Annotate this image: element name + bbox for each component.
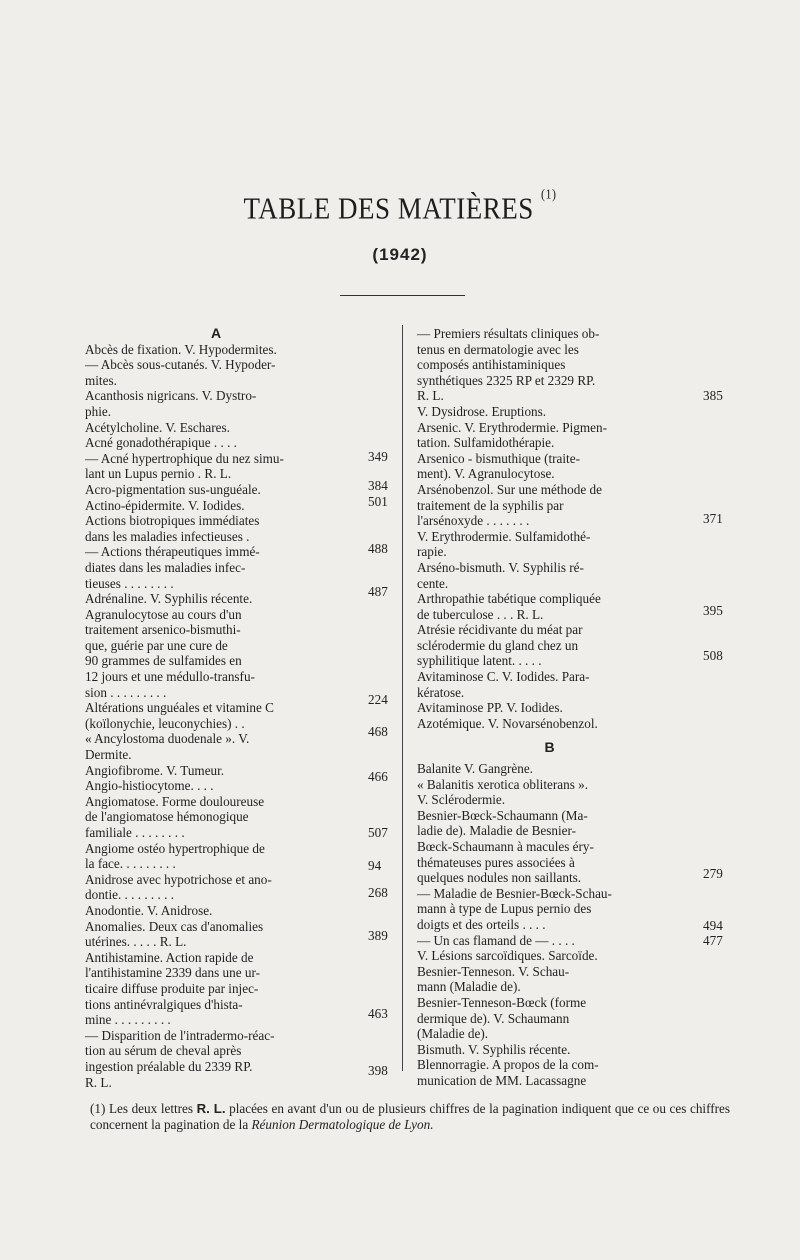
index-entry-line: Azotémique. V. Novarsénobenzol.: [417, 715, 598, 731]
index-entry-line: ingestion préalable du 2339 RP.: [85, 1058, 253, 1074]
left-column: [85, 326, 347, 1090]
page-number: 507: [368, 825, 388, 840]
index-entry-line: Angio-histiocytome. . . .: [85, 778, 214, 794]
page-number: 279: [703, 866, 723, 881]
index-entry-line: R. L.: [417, 388, 444, 404]
page-number: 466: [368, 769, 388, 784]
index-entry-line: Adrénaline. V. Syphilis récente.: [85, 591, 253, 607]
page-number: 508: [703, 648, 723, 663]
index-entry-line: munication de MM. Lacassagne: [417, 1072, 587, 1088]
index-entry-line: Antihistamine. Action rapide de: [85, 949, 254, 965]
index-entry-line: Angiofibrome. V. Tumeur.: [85, 762, 225, 778]
index-entry-line: Avitaminose C. V. Iodides. Para-: [417, 669, 590, 685]
page-number: 389: [368, 928, 388, 943]
index-entry-line: Besnier-Tenneson. V. Schau-: [417, 963, 570, 979]
index-entry-line: que, guérie par une cure de: [85, 637, 228, 653]
index-entry-line: rapie.: [417, 544, 447, 560]
index-entry-line: mites.: [85, 372, 117, 388]
index-entry-line: dontie. . . . . . . . .: [85, 887, 175, 903]
index-entry-line: V. Sclérodermie.: [417, 792, 506, 808]
index-entry-line: Atrésie récidivante du méat par: [417, 622, 583, 638]
right-entries: [417, 326, 682, 731]
index-entry-line: « Ancylostoma duodenale ». V.: [85, 731, 250, 747]
index-entry-line: doigts et des orteils . . . .: [417, 916, 546, 932]
index-entry-line: mann à type de Lupus pernio des: [417, 901, 592, 917]
index-entry-line: Balanite V. Gangrène.: [417, 761, 533, 777]
index-entry-line: ticaire diffuse produite par injec-: [85, 980, 259, 996]
index-entry-line: Besnier-Tenneson-Bœck (forme: [417, 994, 587, 1010]
index-entry-line: tions antinévralgiques d'hista-: [85, 996, 243, 1012]
page-number: 349: [368, 449, 388, 464]
index-entry-line: — Premiers résultats cliniques ob-: [417, 326, 600, 341]
index-entry-line: — Abcès sous-cutanés. V. Hypoder-: [85, 357, 276, 373]
index-entry-line: traitement de la syphilis par: [417, 497, 564, 513]
index-entry-line: « Balanitis xerotica obliterans ».: [417, 776, 589, 792]
index-entry-line: dermique de). V. Schaumann: [417, 1010, 570, 1026]
index-entry-line: tenus en dermatologie avec les: [417, 341, 579, 357]
right-column: [417, 326, 682, 1089]
footnote: [90, 1101, 730, 1132]
index-entry-line: — Un cas flamand de — . . . .: [417, 932, 575, 948]
index-entry-line: Actino-épidermite. V. Iodides.: [85, 497, 245, 513]
page-number: 224: [368, 692, 388, 707]
index-entry-line: synthétiques 2325 RP et 2329 RP.: [417, 372, 596, 388]
index-entry-line: la face. . . . . . . . .: [85, 856, 176, 872]
index-entry-line: Blennorragie. A propos de la com-: [417, 1057, 599, 1073]
index-entry-line: tieuses . . . . . . . .: [85, 575, 174, 591]
index-entry-line: Bismuth. V. Syphilis récente.: [417, 1041, 571, 1057]
index-entry-line: (koïlonychie, leuconychies) . .: [85, 715, 245, 731]
index-entry-line: Anomalies. Deux cas d'anomalies: [85, 918, 264, 934]
index-entry-line: Arthropathie tabétique compliquée: [417, 591, 601, 607]
index-entry-line: diates dans les maladies infec-: [85, 559, 246, 575]
footnote-bold: R. L.: [196, 1101, 226, 1116]
index-entry-line: — Actions thérapeutiques immé-: [85, 544, 260, 560]
index-entry-line: Besnier-Bœck-Schaumann (Ma-: [417, 807, 588, 823]
page-title: [0, 186, 800, 227]
index-entry-line: ment). V. Agranulocytose.: [417, 466, 555, 482]
right-entries-b: [417, 761, 682, 1088]
index-entry-line: Avitaminose PP. V. Iodides.: [417, 700, 563, 716]
page-number: 94: [368, 858, 382, 873]
index-entry-line: familiale . . . . . . . .: [85, 825, 185, 840]
index-entry-line: Anidrose avec hypotrichose et ano-: [85, 871, 272, 887]
section-letter-b: B: [544, 739, 555, 756]
index-entry-line: Bœck-Schaumann à macules éry-: [417, 839, 594, 854]
index-entry-line: Acanthosis nigricans. V. Dystro-: [85, 388, 257, 404]
index-entry-line: Agranulocytose au cours d'un: [85, 606, 242, 622]
index-entry-line: Arséno-bismuth. V. Syphilis ré-: [417, 559, 584, 575]
footnote-text: (1) Les deux lettres: [90, 1101, 194, 1116]
index-entry-line: kératose.: [417, 684, 465, 700]
index-entry-line: l'arsénoxyde . . . . . . .: [417, 513, 530, 529]
page-number: 384: [368, 478, 388, 493]
index-entry-line: de tuberculose . . . R. L.: [417, 606, 544, 622]
index-entry-line: Actions biotropiques immédiates: [85, 513, 260, 529]
index-entry-line: 12 jours et une médullo-transfu-: [85, 669, 255, 685]
footnote-italic: Réunion Dermatologique de Lyon.: [251, 1116, 434, 1132]
index-entry-line: mine . . . . . . . . .: [85, 1012, 171, 1028]
index-entry-line: quelques nodules non saillants.: [417, 870, 582, 886]
index-entry-line: sion . . . . . . . . .: [85, 684, 167, 700]
index-entry-line: 90 grammes de sulfamides en: [85, 653, 242, 669]
index-entry-line: syphilitique latent. . . . .: [417, 653, 542, 669]
title-footnote-mark: (1): [541, 186, 557, 203]
page-number: 488: [368, 541, 388, 556]
index-entry-line: V. Lésions sarcoïdiques. Sarcoïde.: [417, 948, 598, 964]
page-number: 371: [703, 511, 723, 526]
index-entry-line: Dermite.: [85, 747, 132, 763]
index-entry-line: thémateuses pures associées à: [417, 854, 575, 870]
page-number: 468: [368, 724, 388, 739]
page-number: 398: [368, 1063, 388, 1078]
index-entry-line: Arsenico - bismuthique (traite-: [417, 450, 580, 466]
index-entry-line: tion au sérum de cheval après: [85, 1043, 242, 1059]
index-entry-line: mann (Maladie de).: [417, 979, 521, 995]
index-entry-line: de l'angiomatose hémonogique: [85, 809, 249, 825]
index-entry-line: Anodontie. V. Anidrose.: [85, 902, 213, 918]
page-number: 494: [703, 918, 723, 933]
column-divider: [402, 325, 403, 1071]
index-entry-line: Altérations unguéales et vitamine C: [85, 700, 274, 716]
index-entry-line: V. Dysidrose. Eruptions.: [417, 403, 547, 419]
index-entry-line: Arsénobenzol. Sur une méthode de: [417, 481, 602, 497]
index-entry-line: composés antihistaminiques: [417, 357, 566, 373]
index-entry-line: — Disparition de l'intradermo-réac-: [85, 1027, 275, 1043]
page-number: 268: [368, 885, 388, 900]
index-entry-line: Acné gonadothérapique . . . .: [85, 435, 237, 451]
index-entry-line: lant un Lupus pernio . R. L.: [85, 466, 232, 482]
index-entry-line: Angiome ostéo hypertrophique de: [85, 840, 265, 856]
page-number: 395: [703, 603, 723, 618]
index-entry-line: sclérodermie du gland chez un: [417, 637, 579, 653]
footnote-text-2: placées en avant d'un ou de plusieurs chiffres de la pagination indiquent que ce ou ces chiffres concernent la pagination de la: [90, 1101, 731, 1132]
page-number: 463: [368, 1006, 388, 1021]
index-entry-line: Abcès de fixation. V. Hypodermites.: [85, 341, 277, 357]
index-entry-line: Angiomatose. Forme douloureuse: [85, 793, 265, 809]
year-heading: (1942): [372, 245, 428, 264]
index-entry-line: utérines. . . . . R. L.: [85, 934, 187, 950]
index-entry-line: phie.: [85, 403, 112, 419]
left-entries: [85, 342, 347, 1091]
index-entry-line: Acétylcholine. V. Eschares.: [85, 419, 230, 435]
page-number: 487: [368, 584, 388, 599]
page-number: 385: [703, 388, 723, 403]
index-entry-line: Arsenic. V. Erythrodermie. Pigmen-: [417, 419, 607, 435]
index-entry-line: V. Erythrodermie. Sulfamidothé-: [417, 528, 591, 544]
index-entry-line: R. L.: [85, 1074, 112, 1090]
index-entry-line: Acro-pigmentation sus-unguéale.: [85, 481, 261, 497]
index-entry-line: cente.: [417, 575, 449, 591]
page-number: 501: [368, 494, 388, 509]
index-entry-line: ladie de). Maladie de Besnier-: [417, 823, 577, 839]
index-entry-line: l'antihistamine 2339 dans une ur-: [85, 965, 260, 981]
index-entry-line: tation. Sulfamidothérapie.: [417, 435, 555, 451]
title-rule: [340, 295, 465, 296]
index-entry-line: dans les maladies infectieuses .: [85, 528, 250, 544]
index-entry-line: — Maladie de Besnier-Bœck-Schau-: [417, 885, 612, 901]
index-entry-line: traitement arsenico-bismuthi-: [85, 622, 241, 638]
title-text: TABLE DES MATIÈRES: [243, 190, 534, 226]
index-entry-line: — Acné hypertrophique du nez simu-: [85, 450, 284, 466]
section-letter-a: A: [210, 325, 222, 341]
page-number: 477: [703, 933, 723, 948]
index-entry-line: (Maladie de).: [417, 1026, 489, 1042]
